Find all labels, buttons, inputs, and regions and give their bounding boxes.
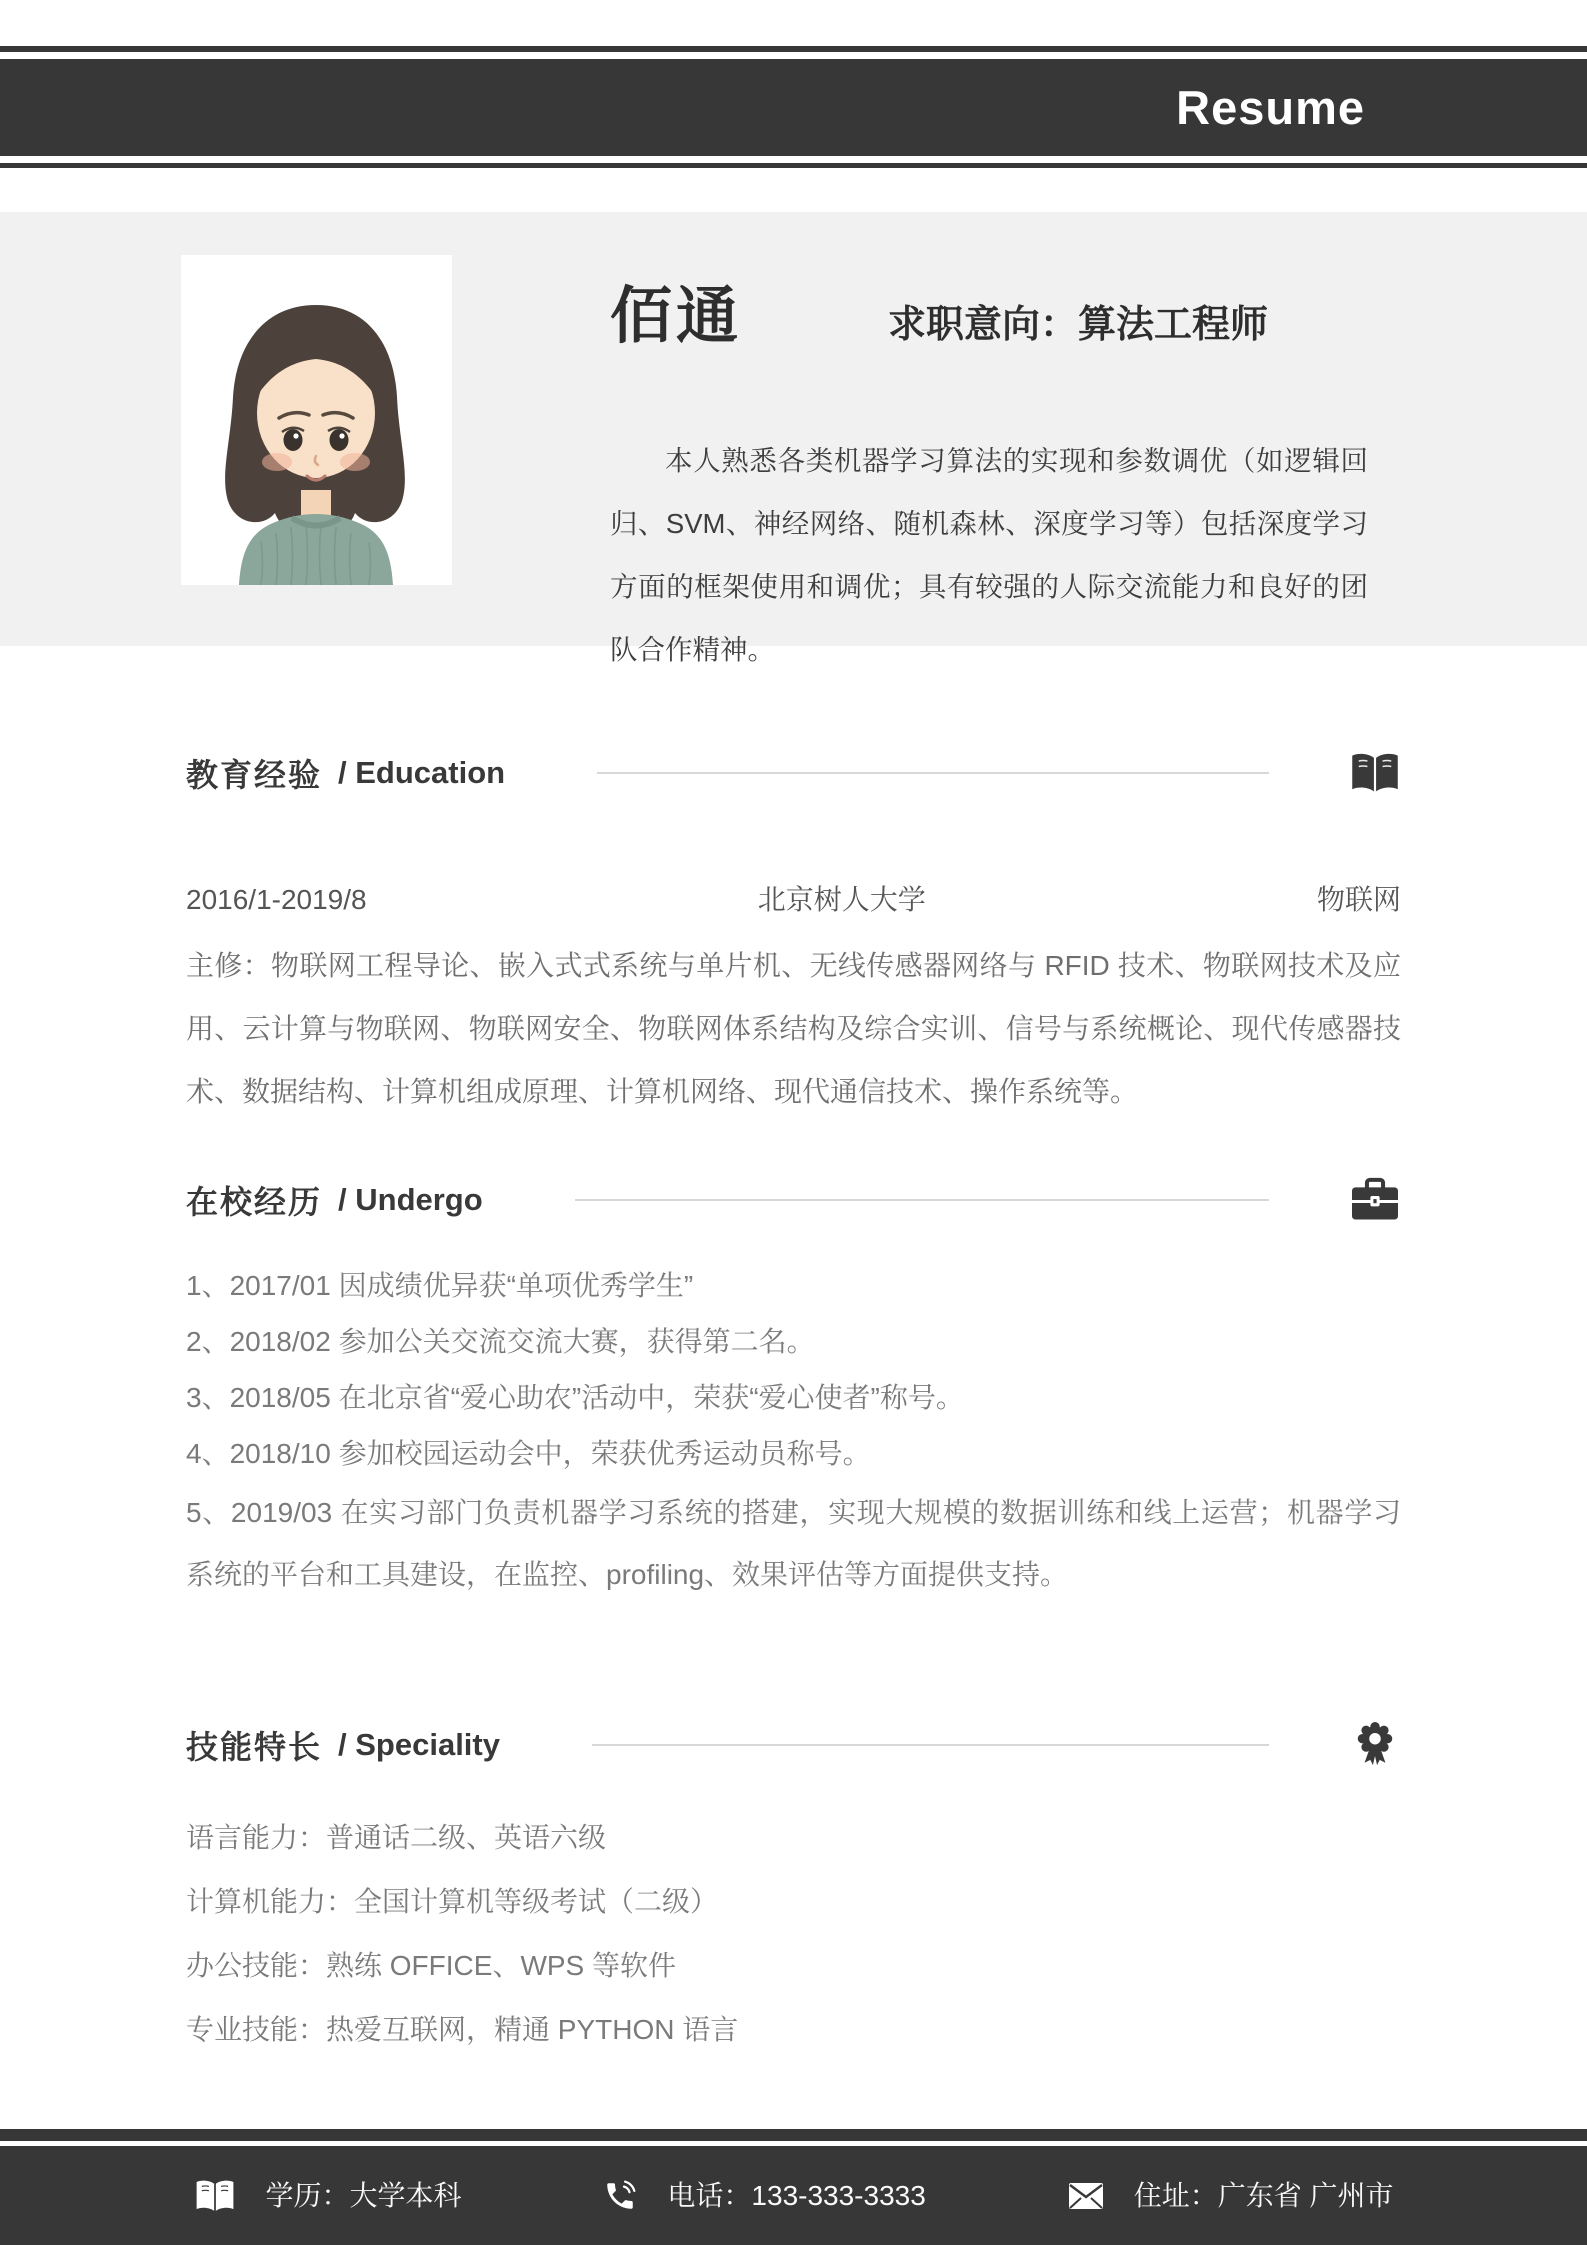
section-divider: [592, 1744, 1269, 1746]
section-title-en: / Undergo: [338, 1182, 483, 1217]
section-title-en: / Speciality: [338, 1727, 500, 1762]
briefcase-icon: [1349, 1177, 1401, 1223]
list-item: 1、2017/01 因成绩优异获“单项优秀学生”: [186, 1270, 694, 1301]
list-item: 5、2019/03 在实习部门负责机器学习系统的搭建，实现大规模的数据训练和线上运营；机器学习系统的平台和工具建设，在监控、profiling、效果评估等方面提供支持。: [186, 1497, 1401, 1590]
footer-address: [1068, 2179, 1394, 2211]
footer-top-rule: [0, 2129, 1587, 2141]
open-book-icon: [194, 2178, 236, 2214]
profile-summary: 本人熟悉各类机器学习算法的实现和参数调优（如逻辑回归、SVM、神经网络、随机森林、深度学习等）包括深度学习方面的框架使用和调优；具有较强的人际交流能力和良好的团队合作精神。: [610, 445, 1368, 665]
footer-degree: [194, 2178, 462, 2214]
avatar: [181, 255, 452, 585]
header-bar: [0, 59, 1587, 156]
list-item: 4、2018/10 参加校园运动会中，荣获优秀运动员称号。: [186, 1438, 871, 1469]
header-top-rule: [0, 46, 1587, 52]
candidate-name: 佰通: [610, 282, 743, 351]
list-item: 3、2018/05 在北京省“爱心助农”活动中，荣获“爱心使者”称号。: [186, 1382, 964, 1413]
education-major: 物联网: [1316, 884, 1401, 915]
avatar-illustration: [181, 255, 452, 585]
section-title-en: / Education: [338, 755, 506, 790]
footer-phone: [603, 2179, 925, 2213]
list-item: 2、2018/02 参加公关交流交流大赛，获得第二名。: [186, 1326, 815, 1357]
section-title-zh: 教育经验: [186, 757, 323, 793]
education-courses: 主修：物联网工程导论、嵌入式式系统与单片机、无线传感器网络与 RFID 技术、物联网技术及应用、云计算与物联网、物联网安全、物联网体系结构及综合实训、信号与系统概论、现代传感器技术、数据结构、计算机组成原理、计算机网络、现代通信技术、操作系统等。: [186, 950, 1401, 1107]
header-bottom-rule: [0, 163, 1587, 168]
section-header-undergo: [186, 1172, 1401, 1228]
phone-icon: [603, 2179, 637, 2213]
section-title-zh: 在校经历: [186, 1184, 323, 1220]
section-title-zh: 技能特长: [186, 1729, 323, 1765]
undergo-list: [186, 1258, 1401, 1606]
footer-address-label: 住址：广东省 广州市: [1133, 2179, 1394, 2211]
open-book-icon: [1349, 750, 1401, 796]
list-item: 计算机能力：全国计算机等级考试（二级）: [186, 1886, 719, 1917]
list-item: 专业技能：热爱互联网，精通 PYTHON 语言: [186, 2014, 739, 2045]
footer-bar: [0, 2146, 1587, 2245]
list-item: 语言能力：普通话二级、英语六级: [186, 1822, 607, 1853]
education-period: 2016/1-2019/8: [186, 884, 367, 915]
section-divider: [575, 1199, 1269, 1201]
section-header-speciality: [186, 1717, 1401, 1773]
page-title: Resume: [1176, 81, 1365, 134]
list-item: 办公技能：熟练 OFFICE、WPS 等软件: [186, 1950, 677, 1981]
footer-phone-label: 电话：133-333-3333: [667, 2179, 926, 2211]
section-divider: [597, 772, 1269, 774]
education-school: 北京树人大学: [757, 884, 926, 915]
award-icon: [1349, 1722, 1401, 1768]
section-header-education: [186, 745, 1401, 801]
footer-degree-label: 学历：大学本科: [265, 2179, 462, 2211]
footer-content: [194, 2178, 1394, 2214]
education-row: [186, 880, 1401, 920]
job-intention: 求职意向：算法工程师: [888, 304, 1269, 346]
speciality-list: [186, 1806, 1401, 2062]
profile-band: [0, 212, 1587, 665]
envelope-icon: [1068, 2182, 1104, 2210]
